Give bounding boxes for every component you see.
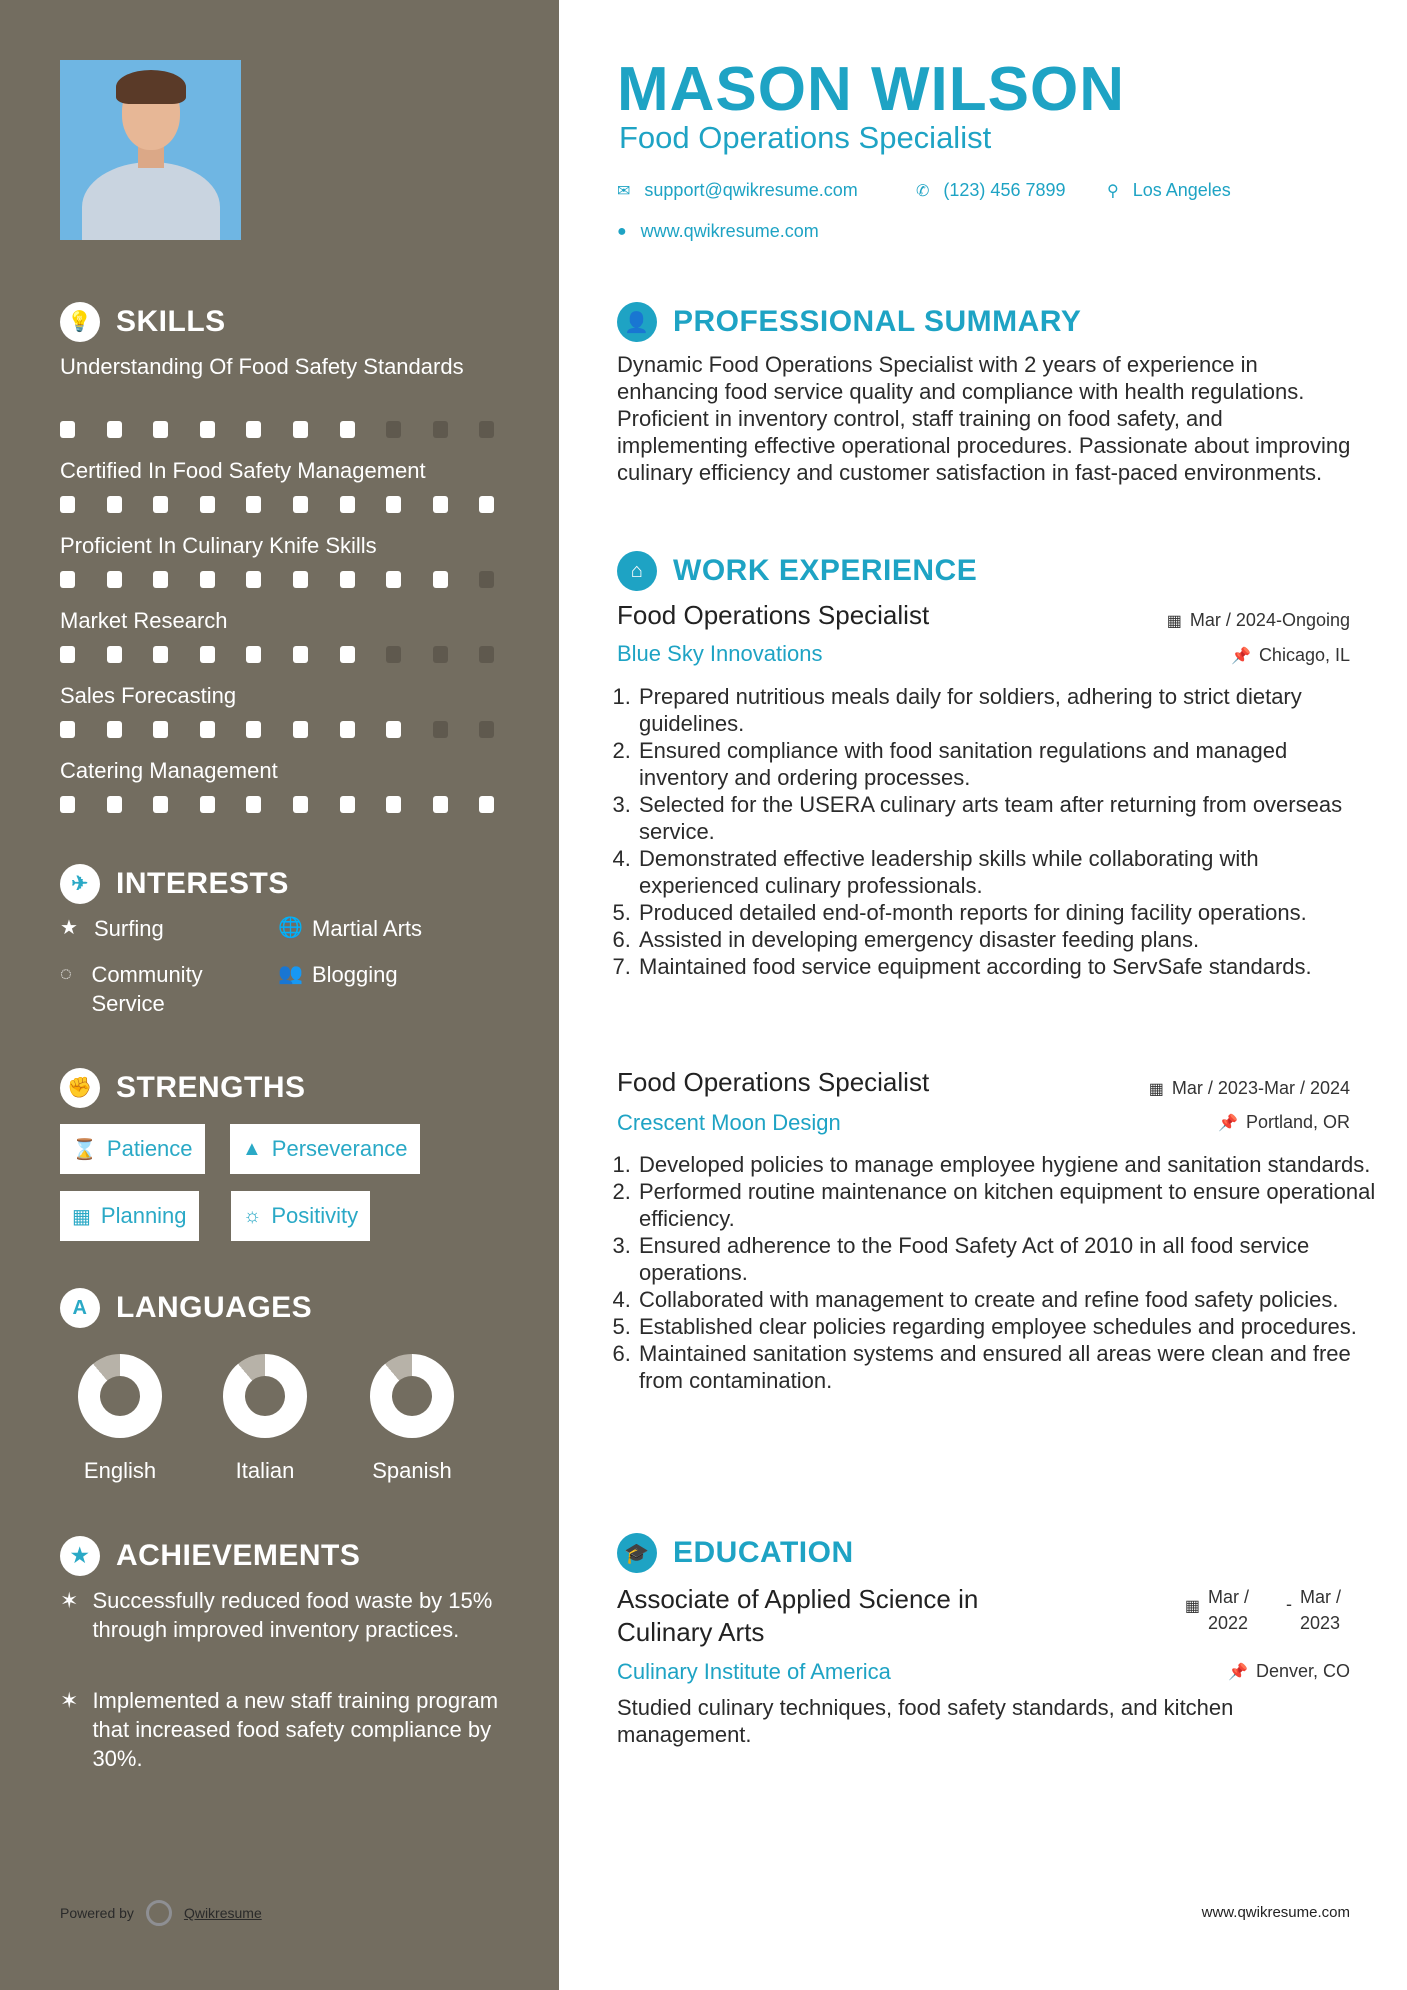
job-bullet: 2. Performed routine maintenance on kitchen equipment to ensure operational efficiency.: [637, 1178, 1382, 1232]
job-bullet: 5. Established clear policies regarding employee schedules and procedures.: [637, 1313, 1382, 1340]
education-date-sep: -: [1286, 1594, 1292, 1614]
job-bullet: 6. Maintained sanitation systems and ensured all areas were clean and free from contamination.: [637, 1340, 1382, 1394]
achievement-item: [60, 1686, 510, 1773]
rating-dot-filled: [340, 421, 355, 438]
job-location: [1218, 1112, 1350, 1133]
map-marker-icon: ⚲: [1107, 182, 1119, 200]
lemon-icon: ◌: [60, 963, 72, 985]
job-bullet: 1. Developed policies to manage employee hygiene and sanitation standards.: [637, 1151, 1382, 1178]
rating-dot-filled: [60, 421, 75, 438]
powered-by: [60, 1900, 262, 1926]
strengths-title: STRENGTHS: [116, 1071, 306, 1104]
skill-rating: [60, 796, 526, 813]
hourglass-icon: ⌛: [72, 1138, 97, 1161]
candidate-name: MASON WILSON: [617, 55, 1125, 124]
paper-plane-icon: ✈: [60, 864, 100, 904]
rating-dot-filled: [293, 646, 308, 663]
rating-dot-filled: [200, 421, 215, 438]
rating-dot-filled: [60, 496, 75, 513]
strength-badge: [230, 1124, 420, 1174]
skill-name: Sales Forecasting: [60, 683, 237, 708]
rating-dot-filled: [60, 721, 75, 738]
rating-dot-filled: [479, 496, 494, 513]
rating-dot-filled: [153, 421, 168, 438]
job-bullets: [617, 683, 1382, 980]
achievement-text: Successfully reduced food waste by 15% through improved inventory practices.: [92, 1588, 493, 1642]
rating-dot-filled: [293, 496, 308, 513]
fist-icon: ✊: [60, 1068, 100, 1108]
skill-rating: [60, 721, 526, 738]
rating-dot-filled: [340, 571, 355, 588]
strength-badge: [60, 1191, 199, 1241]
achievements-title: ACHIEVEMENTS: [116, 1539, 361, 1572]
rating-dot-filled: [200, 571, 215, 588]
calendar-icon: ▦: [72, 1205, 91, 1228]
rating-dot-filled: [340, 496, 355, 513]
rating-dot-filled: [153, 496, 168, 513]
phone-text: (123) 456 7899: [943, 180, 1066, 200]
sidebar: [0, 0, 559, 1990]
language-name: Spanish: [372, 1458, 452, 1483]
calendar-icon: ▦: [1166, 612, 1182, 630]
rating-dot-filled: [153, 796, 168, 813]
rating-dot-filled: [60, 646, 75, 663]
location-text: Los Angeles: [1132, 180, 1231, 200]
job-bullet: 1. Prepared nutritious meals daily for soldiers, adhering to strict dietary guidelines.: [637, 683, 1382, 737]
achievements-heading: [60, 1536, 360, 1576]
job-dates: [1149, 1078, 1350, 1099]
rating-dot-filled: [293, 721, 308, 738]
rating-dot-filled: [60, 796, 75, 813]
skills-heading: [60, 302, 226, 342]
interests-title: INTERESTS: [116, 867, 289, 900]
shooting-star-icon: ✶: [60, 1688, 79, 1713]
skill-name: Catering Management: [60, 758, 278, 783]
contact-location: [1107, 180, 1231, 201]
skill-rating: [60, 646, 526, 663]
photo-shirt: [82, 162, 220, 240]
calendar-icon: ▦: [1184, 1598, 1200, 1615]
achievement-item: [60, 1586, 510, 1644]
candidate-role: Food Operations Specialist: [619, 120, 992, 155]
education-date-start: Mar / 2022: [1208, 1587, 1250, 1633]
user-icon: 👤: [617, 302, 657, 342]
language-item: [347, 1354, 477, 1484]
strength-badge: [231, 1191, 370, 1241]
skill-rating: [60, 496, 526, 513]
rating-dot-empty: [433, 421, 448, 438]
rating-dot-empty: [433, 721, 448, 738]
rating-dot-filled: [246, 646, 261, 663]
pin-icon: 📌: [1231, 647, 1251, 665]
languages-title: LANGUAGES: [116, 1291, 313, 1324]
skill-name: Understanding Of Food Safety Standards: [60, 354, 464, 379]
skill-name: Certified In Food Safety Management: [60, 458, 426, 483]
interest-label: Martial Arts: [312, 916, 423, 941]
rating-dot-filled: [153, 571, 168, 588]
languages-heading: [60, 1288, 312, 1328]
interest-item: [278, 914, 422, 943]
lightbulb-icon: 💡: [60, 302, 100, 342]
strength-label: Planning: [100, 1203, 187, 1228]
education-description: Studied culinary techniques, food safety standards, and kitchen management.: [617, 1695, 1234, 1747]
rating-dot-filled: [200, 796, 215, 813]
main-content: [559, 0, 1407, 1990]
rating-dot-empty: [479, 721, 494, 738]
summary-heading: [617, 302, 1081, 342]
rating-dot-filled: [246, 721, 261, 738]
rating-dot-empty: [386, 646, 401, 663]
strengths-heading: [60, 1068, 306, 1108]
job-title: Food Operations Specialist: [617, 1067, 930, 1097]
interest-label: Blogging: [312, 962, 398, 987]
rating-dot-filled: [246, 796, 261, 813]
strength-label: Perseverance: [271, 1136, 408, 1161]
job-location-text: Portland, OR: [1245, 1112, 1350, 1132]
rating-dot-filled: [433, 796, 448, 813]
rating-dot-filled: [386, 721, 401, 738]
language-item: [200, 1354, 330, 1484]
qwikresume-logo-icon: [146, 1900, 172, 1926]
skill-name: Market Research: [60, 608, 228, 633]
interests-heading: [60, 864, 289, 904]
interest-item: [60, 960, 260, 1018]
education-heading: [617, 1533, 854, 1573]
job-dates: [1167, 610, 1350, 631]
interest-label: Surfing: [94, 916, 164, 941]
summary-title: PROFESSIONAL SUMMARY: [673, 305, 1082, 338]
globe-icon: ●: [617, 222, 627, 240]
rating-dot-filled: [107, 421, 122, 438]
rating-dot-filled: [433, 496, 448, 513]
job-bullet: 3. Ensured adherence to the Food Safety Act of 2010 in all food service operations.: [637, 1232, 1382, 1286]
rating-dot-empty: [433, 646, 448, 663]
powered-by-label: Powered by: [60, 1905, 134, 1921]
graduate-icon: 🎓: [617, 1533, 657, 1573]
rating-dot-filled: [340, 796, 355, 813]
strength-label: Positivity: [271, 1203, 359, 1228]
contact-email: [617, 180, 858, 201]
achievement-text: Implemented a new staff training program that increased food safety compliance by 30%.: [92, 1688, 499, 1771]
calendar-icon: ▦: [1148, 1080, 1164, 1098]
rating-dot-filled: [107, 796, 122, 813]
rating-dot-filled: [340, 721, 355, 738]
education-degree: Associate of Applied Science in Culinary Arts: [617, 1584, 979, 1647]
job-bullet: 4. Demonstrated effective leadership skills while collaborating with experienced culinary professionals.: [637, 845, 1382, 899]
job-bullet: 3. Selected for the USERA culinary arts team after returning from overseas service.: [637, 791, 1382, 845]
envelope-icon: ✉: [617, 182, 631, 200]
education-school: Culinary Institute of America: [617, 1659, 891, 1684]
skills-title: SKILLS: [116, 305, 226, 338]
language-ring: [78, 1354, 162, 1438]
pin-icon: 📌: [1218, 1114, 1238, 1132]
education-date-end: Mar / 2023: [1300, 1587, 1342, 1633]
job-location-text: Chicago, IL: [1258, 645, 1350, 665]
rating-dot-filled: [107, 571, 122, 588]
language-icon: A: [60, 1288, 100, 1328]
globe-icon: 🌐: [278, 917, 303, 939]
interest-item: [278, 960, 398, 989]
award-star-icon: ★: [60, 1536, 100, 1576]
rating-dot-filled: [246, 571, 261, 588]
rating-dot-filled: [200, 496, 215, 513]
contact-phone: [916, 180, 1066, 201]
language-name: Italian: [235, 1458, 295, 1483]
job-bullet: 6. Assisted in developing emergency disaster feeding plans.: [637, 926, 1382, 953]
job-bullet: 7. Maintained food service equipment according to ServSafe standards.: [637, 953, 1382, 980]
summary-text: Dynamic Food Operations Specialist with 2 years of experience in enhancing food service quality and compliance with health regulations. Proficient in inventory control, staff training on food safety, and implementing effective operational procedures. Passionate about improving culinary efficiency and customer satisfaction in fast-paced environments.: [617, 352, 1351, 485]
education-location-text: Denver, CO: [1255, 1661, 1350, 1681]
job-bullets: [617, 1151, 1382, 1394]
language-item: [55, 1354, 185, 1484]
job-title: Food Operations Specialist: [617, 600, 930, 630]
rating-dot-filled: [386, 796, 401, 813]
education-dates: [1185, 1584, 1350, 1636]
skill-rating: [60, 421, 526, 438]
language-name: English: [83, 1458, 157, 1483]
road-icon: ▲: [242, 1137, 262, 1160]
rating-dot-filled: [293, 796, 308, 813]
strength-label: Patience: [106, 1136, 193, 1161]
rating-dot-filled: [386, 571, 401, 588]
footer-url[interactable]: www.qwikresume.com: [1201, 1904, 1350, 1921]
rating-dot-filled: [433, 571, 448, 588]
photo-hair: [116, 70, 186, 104]
website-link[interactable]: www.qwikresume.com: [640, 221, 819, 241]
shooting-star-icon: ✶: [60, 1588, 79, 1613]
education-title: EDUCATION: [673, 1536, 854, 1569]
phone-icon: ✆: [916, 182, 930, 200]
interest-item: [60, 914, 164, 943]
rating-dot-filled: [107, 721, 122, 738]
rating-dot-filled: [153, 646, 168, 663]
rating-dot-filled: [293, 421, 308, 438]
rating-dot-filled: [107, 646, 122, 663]
briefcase-chair-icon: ⌂: [617, 551, 657, 591]
job-company: Blue Sky Innovations: [617, 641, 823, 666]
language-ring: [223, 1354, 307, 1438]
rating-dot-filled: [60, 571, 75, 588]
rating-dot-filled: [200, 646, 215, 663]
rating-dot-filled: [340, 646, 355, 663]
rating-dot-filled: [246, 421, 261, 438]
sun-icon: ☼: [243, 1204, 262, 1227]
job-bullet: 4. Collaborated with management to create and refine food safety policies.: [637, 1286, 1382, 1313]
job-dates-text: Mar / 2024-Ongoing: [1189, 610, 1350, 630]
skill-name: Proficient In Culinary Knife Skills: [60, 533, 377, 558]
job-company: Crescent Moon Design: [617, 1110, 841, 1135]
rating-dot-filled: [246, 496, 261, 513]
rating-dot-filled: [153, 721, 168, 738]
rating-dot-empty: [479, 646, 494, 663]
rating-dot-empty: [479, 421, 494, 438]
profile-photo: [60, 60, 241, 240]
star-icon: ★: [60, 917, 78, 939]
job-location: [1231, 645, 1350, 666]
strength-badge: [60, 1124, 205, 1174]
qwikresume-link[interactable]: Qwikresume: [183, 1905, 262, 1921]
experience-title: WORK EXPERIENCE: [673, 554, 978, 587]
job-bullet: 5. Produced detailed end-of-month reports for dining facility operations.: [637, 899, 1382, 926]
rating-dot-filled: [293, 571, 308, 588]
rating-dot-filled: [479, 796, 494, 813]
rating-dot-filled: [107, 496, 122, 513]
language-ring: [370, 1354, 454, 1438]
email-link[interactable]: support@qwikresume.com: [644, 180, 858, 200]
job-dates-text: Mar / 2023-Mar / 2024: [1171, 1078, 1350, 1098]
pin-icon: 📌: [1228, 1663, 1248, 1681]
skill-rating: [60, 571, 526, 588]
job-bullet: 2. Ensured compliance with food sanitation regulations and managed inventory and ordering processes.: [637, 737, 1382, 791]
contact-website: [617, 221, 819, 242]
experience-heading: [617, 551, 977, 591]
rating-dot-filled: [200, 721, 215, 738]
education-location: [1228, 1661, 1350, 1682]
interest-label: Community Service: [91, 962, 203, 1016]
rating-dot-empty: [386, 421, 401, 438]
rating-dot-filled: [386, 496, 401, 513]
users-icon: 👥: [278, 963, 303, 985]
rating-dot-empty: [479, 571, 494, 588]
